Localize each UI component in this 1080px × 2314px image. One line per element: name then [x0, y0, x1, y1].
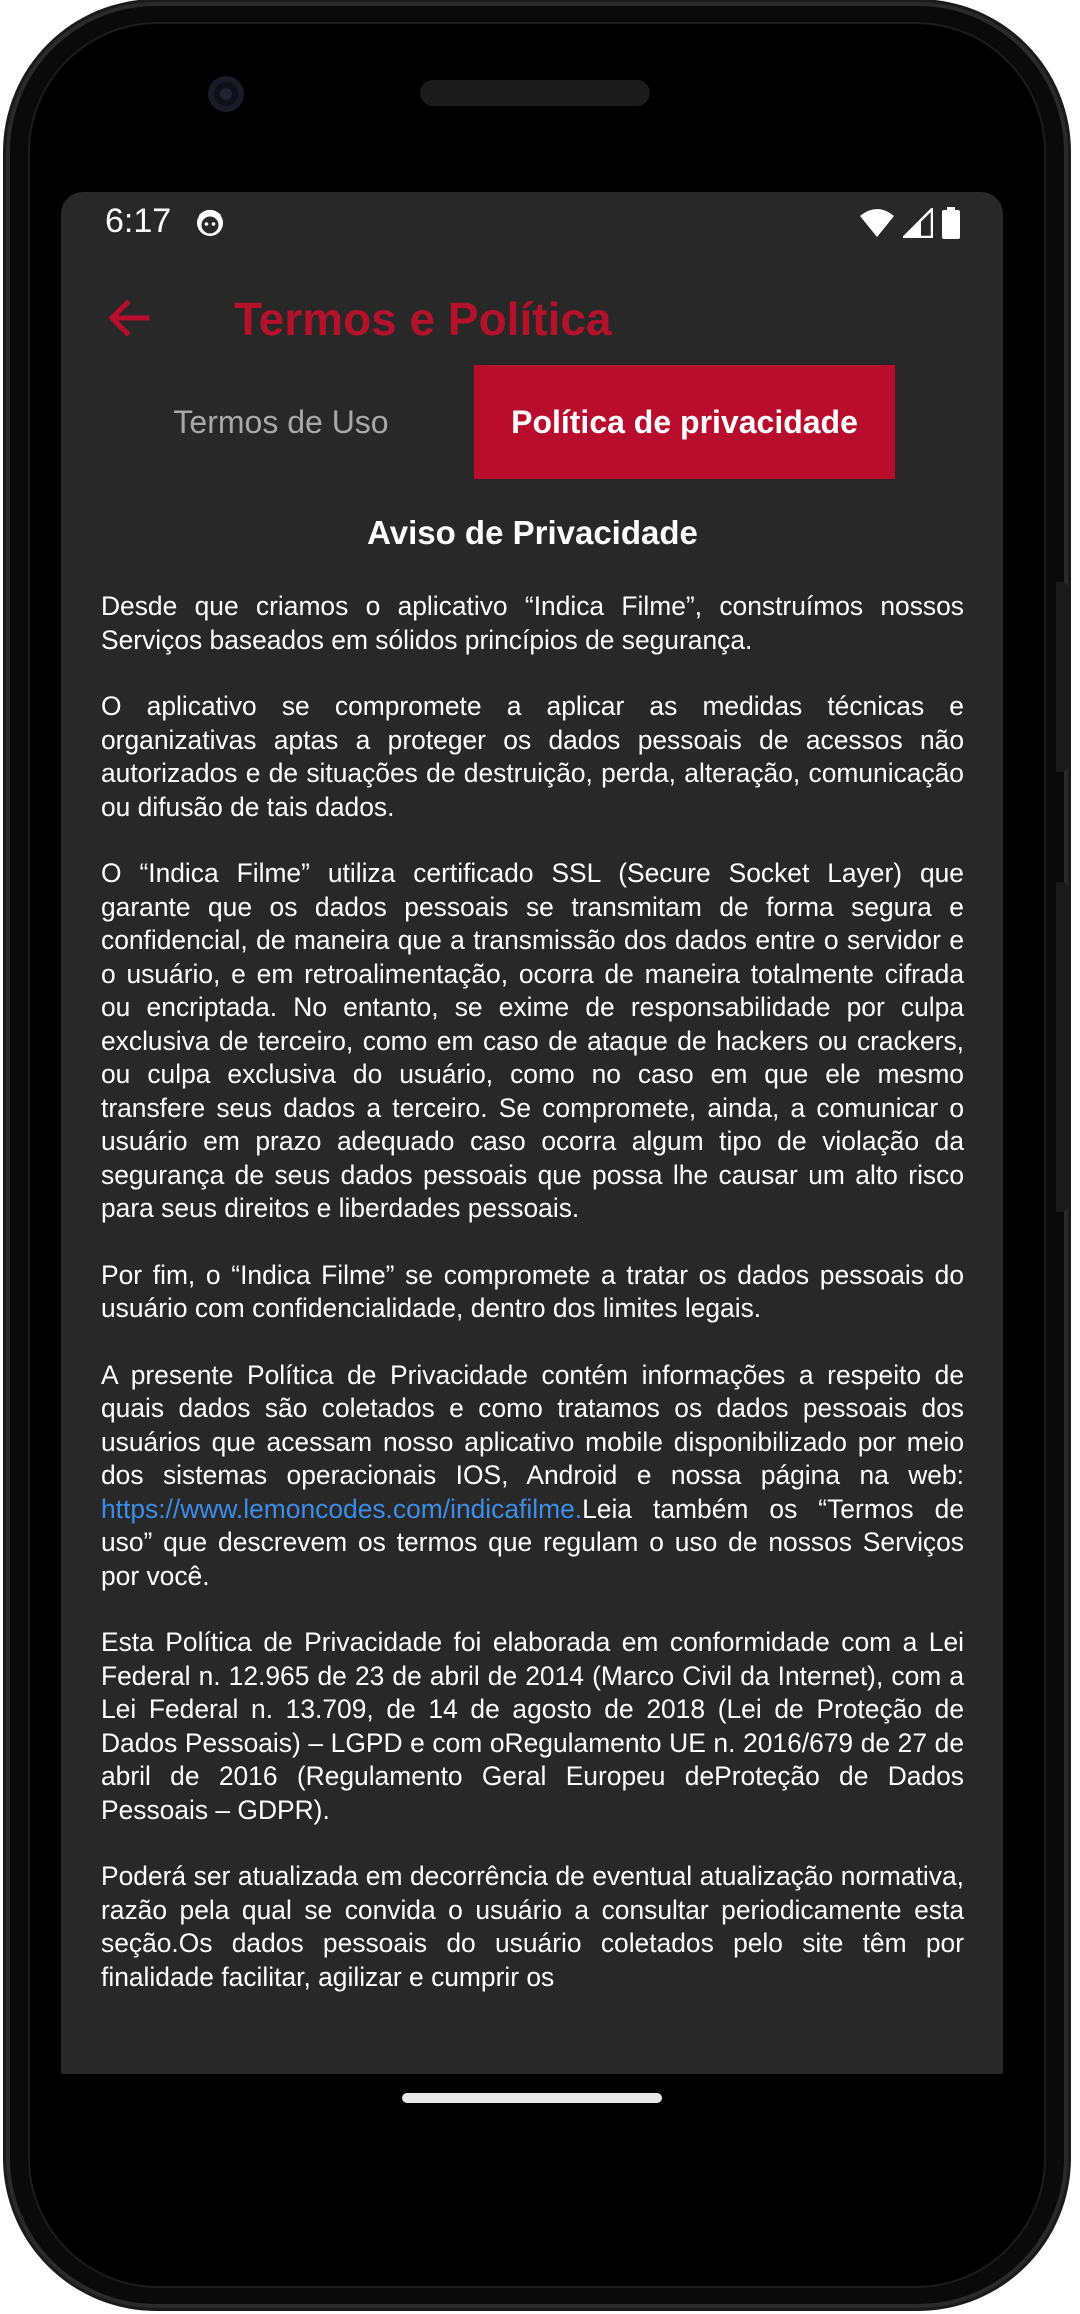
- status-time: 6:17: [105, 202, 172, 240]
- status-bar: [61, 192, 1003, 252]
- face-icon: [194, 206, 226, 238]
- privacy-content: [101, 510, 964, 2027]
- wifi-icon: [859, 208, 895, 238]
- paragraph-text: Leia também os “Termos de uso” que descrevem os termos que regulam o uso de nossos Serviços por você.: [101, 1493, 964, 1591]
- arrow-left-icon[interactable]: [103, 292, 155, 344]
- paragraph: [101, 1359, 964, 1594]
- paragraph: Esta Política de Privacidade foi elaborada em conformidade com a Lei Federal n. 12.965 de 23 de abril de 2014 (Marco Civil da Internet), com a Lei Federal n. 13.709, de 14 de agosto de 2018 (Lei de Proteção de Dados Pessoais) – LGPD e com oRegulamento UE n. 2016/679 de 27 de abril de 2016 (Regulamento Geral Europeu deProteção de Dados Pessoais – GDPR).: [101, 1627, 964, 1825]
- signal-icon: [903, 208, 933, 238]
- power-button: [1056, 582, 1068, 772]
- paragraph-text: A presente Política de Privacidade contém informações a respeito de quais dados são coletados e como tratamos os dados pessoais dos usuários que acessam nosso aplicativo mobile disponibilizado por meio dos sistemas operacionais IOS, Android e nossa página na web:: [101, 1359, 964, 1490]
- battery-icon: [941, 207, 961, 239]
- paragraph: Por fim, o “Indica Filme” se compromete a tratar os dados pessoais do usuário com confidencialidade, dentro dos limites legais.: [101, 1259, 964, 1323]
- front-camera: [208, 76, 244, 112]
- earpiece-speaker: [420, 80, 650, 106]
- website-link[interactable]: https://www.lemoncodes.com/indicafilme.: [101, 1493, 583, 1524]
- tab-termos-de-uso[interactable]: Termos de Uso: [173, 403, 389, 440]
- tab-politica-de-privacidade[interactable]: Política de privacidade: [474, 365, 895, 479]
- app-bar: [61, 252, 1003, 382]
- page-title: Termos e Política: [234, 293, 612, 345]
- paragraph: O “Indica Filme” utiliza certificado SSL (Secure Socket Layer) que garante que os dados pessoais se transmitam de forma segura e confidencial, de maneira que a transmissão dos dados entre o servidor e o usuário, e em retroalimentação, ocorra de maneira totalmente cifrada ou encriptada. No entanto, se exime de responsabilidade por culpa exclusiva de terceiro, como em caso de ataque de hackers ou crackers, ou culpa exclusiva do usuário, como no caso em que ele mesmo transfere seus dados a terceiro. Se compromete, ainda, a comunicar o usuário em prazo adequado caso ocorra algum tipo de violação da segurança de seus dados pessoais que possa lhe causar um alto risco para seus direitos e liberdades pessoais.: [101, 858, 964, 1223]
- volume-button: [1056, 882, 1068, 1212]
- app-screen: [61, 192, 1003, 2074]
- paragraph: Desde que criamos o aplicativo “Indica Filme”, construímos nossos Serviços baseados em sólidos princípios de segurança.: [101, 591, 964, 655]
- content-title: Aviso de Privacidade: [367, 514, 698, 551]
- home-indicator[interactable]: [402, 2093, 662, 2103]
- paragraph: O aplicativo se compromete a aplicar as medidas técnicas e organizativas aptas a proteger os dados pessoais de acessos não autorizados e de situações de destruição, perda, alteração, comunicação ou difusão de tais dados.: [101, 691, 964, 822]
- tab-bar: [61, 365, 1003, 479]
- status-icons: [859, 206, 961, 240]
- paragraph: Poderá ser atualizada em decorrência de eventual atualização normativa, razão pela qual se convida o usuário a consultar periodicamente esta seção.Os dados pessoais do usuário coletados pelo site têm por finalidade facilitar, agilizar e cumprir os: [101, 1861, 964, 1992]
